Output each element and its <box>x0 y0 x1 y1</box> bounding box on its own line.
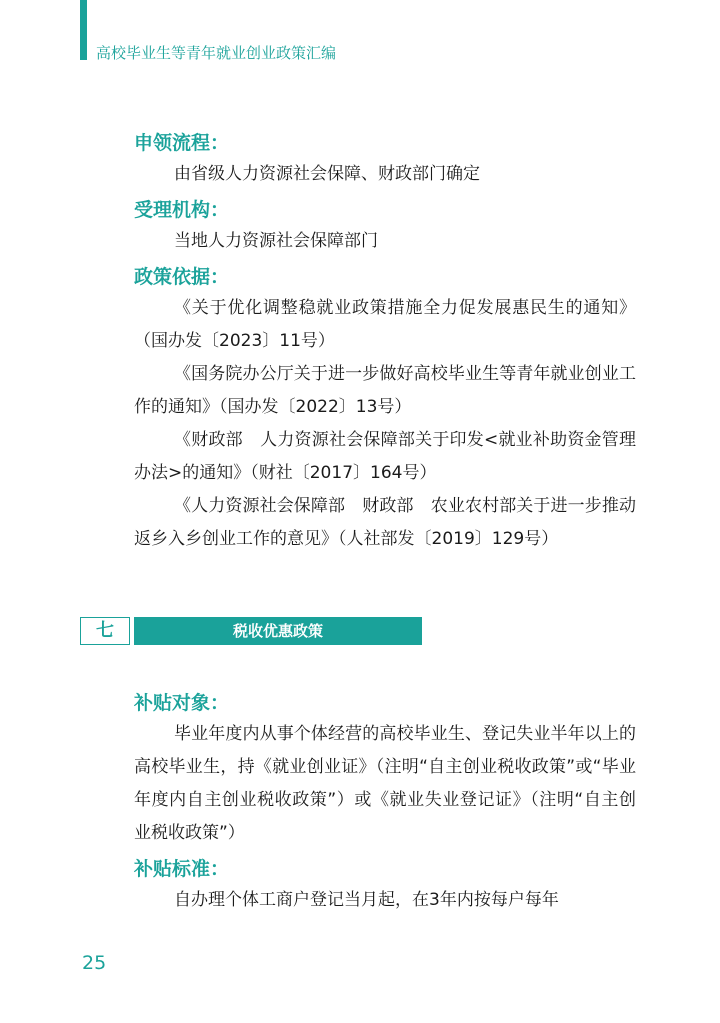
section-heading-bar <box>80 617 422 645</box>
section-title: 税收优惠政策 <box>134 617 422 645</box>
policy-basis-item: 《国务院办公厅关于进一步做好高校毕业生等青年就业创业工作的通知》（国办发〔2022〕13号） <box>134 364 636 417</box>
policy-basis-item: 《人力资源社会保障部 财政部 农业农村部关于进一步推动返乡入乡创业工作的意见》（人社部发〔2019〕129号） <box>134 496 636 549</box>
policy-basis-item: 《关于优化调整稳就业政策措施全力促发展惠民生的通知》（国办发〔2023〕11号） <box>134 298 636 351</box>
subsidy-target-label: 补贴对象： <box>134 692 230 714</box>
subsidy-standard-text: 自办理个体工商户登记当月起，在3年内按每户每年 <box>174 890 559 910</box>
tax-policy-content <box>134 688 636 917</box>
header-accent-bar <box>80 0 87 60</box>
subsidy-standard-label: 补贴标准： <box>134 858 230 880</box>
section-number: 七 <box>80 617 130 645</box>
agency-label: 受理机构： <box>134 199 230 221</box>
page-number: 25 <box>82 952 107 974</box>
apply-process-label: 申领流程： <box>134 132 230 154</box>
subsidy-target-text: 毕业年度内从事个体经营的高校毕业生、登记失业半年以上的高校毕业生，持《就业创业证》（注明“自主创业税收政策”或“毕业年度内自主创业税收政策”）或《就业失业登记证》（注明“自主创业税收政策”） <box>134 724 636 843</box>
policy-basis-label: 政策依据： <box>134 266 230 288</box>
policy-basis-item: 《财政部 人力资源社会保障部关于印发<就业补助资金管理办法>的通知》（财社〔2017〕164号） <box>134 430 636 483</box>
agency-text: 当地人力资源社会保障部门 <box>174 231 378 251</box>
apply-process-text: 由省级人力资源社会保障、财政部门确定 <box>174 164 480 184</box>
running-header-title: 高校毕业生等青年就业创业政策汇编 <box>96 44 337 62</box>
policy-section-content <box>134 128 636 556</box>
